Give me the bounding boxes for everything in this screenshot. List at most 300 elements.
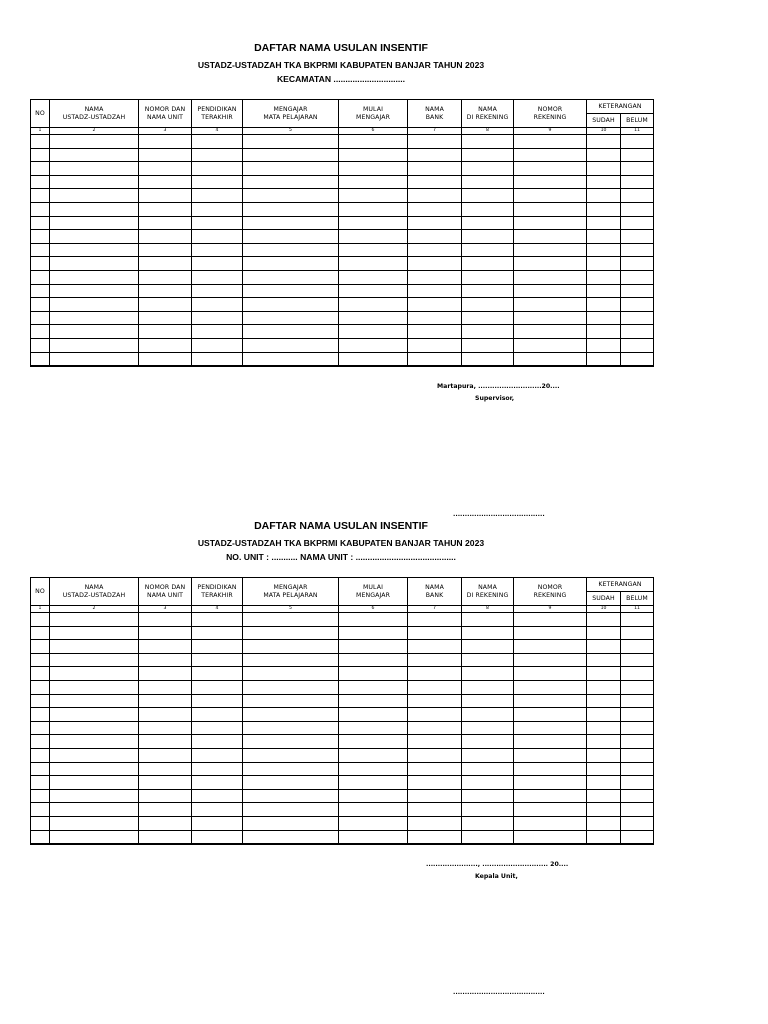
table-cell[interactable]	[621, 284, 654, 298]
table-cell[interactable]	[31, 216, 50, 230]
table-cell[interactable]	[243, 816, 339, 830]
table-cell[interactable]	[192, 708, 243, 722]
table-cell[interactable]	[243, 243, 339, 257]
table-cell[interactable]	[50, 325, 139, 339]
table-cell[interactable]	[621, 803, 654, 817]
table-cell[interactable]	[50, 653, 139, 667]
table-cell[interactable]	[31, 776, 50, 790]
table-cell[interactable]	[139, 216, 192, 230]
table-cell[interactable]	[621, 243, 654, 257]
table-cell[interactable]	[621, 640, 654, 654]
table-cell[interactable]	[31, 667, 50, 681]
table-cell[interactable]	[192, 613, 243, 627]
table-cell[interactable]	[243, 776, 339, 790]
table-cell[interactable]	[243, 762, 339, 776]
table-cell[interactable]	[50, 708, 139, 722]
table-cell[interactable]	[139, 816, 192, 830]
table-cell[interactable]	[139, 762, 192, 776]
table-cell[interactable]	[621, 735, 654, 749]
table-cell[interactable]	[139, 667, 192, 681]
table-cell[interactable]	[621, 162, 654, 176]
table-cell[interactable]	[621, 694, 654, 708]
table-cell[interactable]	[192, 189, 243, 203]
table-cell[interactable]	[50, 735, 139, 749]
table-cell[interactable]	[243, 708, 339, 722]
table-cell[interactable]	[514, 748, 587, 762]
table-cell[interactable]	[50, 721, 139, 735]
table-cell[interactable]	[243, 830, 339, 844]
table-cell[interactable]	[31, 789, 50, 803]
table-cell[interactable]	[139, 830, 192, 844]
table-cell[interactable]	[514, 243, 587, 257]
table-cell[interactable]	[192, 202, 243, 216]
table-cell[interactable]	[408, 694, 462, 708]
table-cell[interactable]	[50, 694, 139, 708]
table-cell[interactable]	[339, 338, 408, 352]
table-cell[interactable]	[50, 216, 139, 230]
table-cell[interactable]	[139, 776, 192, 790]
table-cell[interactable]	[243, 298, 339, 312]
table-cell[interactable]	[462, 667, 514, 681]
table-cell[interactable]	[408, 257, 462, 271]
table-cell[interactable]	[462, 352, 514, 366]
table-cell[interactable]	[192, 162, 243, 176]
table-cell[interactable]	[139, 653, 192, 667]
table-cell[interactable]	[192, 694, 243, 708]
table-cell[interactable]	[462, 311, 514, 325]
table-cell[interactable]	[139, 189, 192, 203]
table-cell[interactable]	[621, 748, 654, 762]
table-cell[interactable]	[50, 803, 139, 817]
table-cell[interactable]	[587, 325, 621, 339]
table-cell[interactable]	[192, 148, 243, 162]
table-cell[interactable]	[31, 311, 50, 325]
table-cell[interactable]	[514, 284, 587, 298]
table-cell[interactable]	[50, 148, 139, 162]
table-cell[interactable]	[192, 338, 243, 352]
table-cell[interactable]	[621, 148, 654, 162]
table-cell[interactable]	[139, 735, 192, 749]
table-cell[interactable]	[462, 640, 514, 654]
table-cell[interactable]	[587, 189, 621, 203]
table-cell[interactable]	[462, 270, 514, 284]
table-cell[interactable]	[192, 216, 243, 230]
table-cell[interactable]	[408, 626, 462, 640]
table-cell[interactable]	[514, 162, 587, 176]
table-cell[interactable]	[192, 776, 243, 790]
table-cell[interactable]	[514, 352, 587, 366]
table-cell[interactable]	[408, 175, 462, 189]
table-cell[interactable]	[192, 721, 243, 735]
table-cell[interactable]	[339, 243, 408, 257]
table-cell[interactable]	[514, 721, 587, 735]
table-cell[interactable]	[462, 257, 514, 271]
table-cell[interactable]	[621, 626, 654, 640]
table-cell[interactable]	[139, 148, 192, 162]
table-cell[interactable]	[243, 175, 339, 189]
table-cell[interactable]	[243, 284, 339, 298]
table-cell[interactable]	[31, 175, 50, 189]
table-cell[interactable]	[339, 270, 408, 284]
table-cell[interactable]	[514, 230, 587, 244]
table-cell[interactable]	[408, 298, 462, 312]
table-cell[interactable]	[339, 653, 408, 667]
table-cell[interactable]	[621, 338, 654, 352]
table-cell[interactable]	[339, 830, 408, 844]
table-cell[interactable]	[587, 694, 621, 708]
table-cell[interactable]	[339, 352, 408, 366]
table-cell[interactable]	[408, 748, 462, 762]
table-cell[interactable]	[50, 311, 139, 325]
table-cell[interactable]	[408, 284, 462, 298]
table-cell[interactable]	[462, 298, 514, 312]
table-cell[interactable]	[587, 748, 621, 762]
table-cell[interactable]	[514, 735, 587, 749]
table-cell[interactable]	[50, 789, 139, 803]
table-cell[interactable]	[339, 175, 408, 189]
table-cell[interactable]	[243, 338, 339, 352]
table-cell[interactable]	[50, 680, 139, 694]
table-cell[interactable]	[587, 667, 621, 681]
table-cell[interactable]	[192, 626, 243, 640]
table-cell[interactable]	[408, 189, 462, 203]
table-cell[interactable]	[587, 135, 621, 149]
table-cell[interactable]	[31, 257, 50, 271]
table-cell[interactable]	[192, 311, 243, 325]
table-cell[interactable]	[621, 613, 654, 627]
table-cell[interactable]	[139, 298, 192, 312]
table-cell[interactable]	[514, 667, 587, 681]
table-cell[interactable]	[243, 653, 339, 667]
table-cell[interactable]	[408, 776, 462, 790]
table-cell[interactable]	[192, 803, 243, 817]
table-cell[interactable]	[139, 311, 192, 325]
table-cell[interactable]	[50, 816, 139, 830]
table-cell[interactable]	[587, 653, 621, 667]
table-cell[interactable]	[587, 216, 621, 230]
table-cell[interactable]	[621, 721, 654, 735]
table-cell[interactable]	[50, 352, 139, 366]
table-cell[interactable]	[587, 230, 621, 244]
table-cell[interactable]	[514, 325, 587, 339]
table-cell[interactable]	[587, 311, 621, 325]
table-cell[interactable]	[139, 243, 192, 257]
table-cell[interactable]	[462, 148, 514, 162]
table-cell[interactable]	[462, 776, 514, 790]
table-cell[interactable]	[621, 202, 654, 216]
table-cell[interactable]	[192, 230, 243, 244]
table-cell[interactable]	[621, 762, 654, 776]
table-cell[interactable]	[408, 816, 462, 830]
table-cell[interactable]	[139, 626, 192, 640]
table-cell[interactable]	[50, 243, 139, 257]
table-cell[interactable]	[462, 721, 514, 735]
table-cell[interactable]	[339, 230, 408, 244]
table-cell[interactable]	[514, 762, 587, 776]
table-cell[interactable]	[31, 270, 50, 284]
table-cell[interactable]	[50, 338, 139, 352]
table-cell[interactable]	[50, 202, 139, 216]
table-cell[interactable]	[408, 162, 462, 176]
table-cell[interactable]	[587, 243, 621, 257]
table-cell[interactable]	[139, 352, 192, 366]
table-cell[interactable]	[243, 694, 339, 708]
table-cell[interactable]	[339, 803, 408, 817]
table-cell[interactable]	[462, 748, 514, 762]
table-cell[interactable]	[621, 653, 654, 667]
table-cell[interactable]	[587, 680, 621, 694]
table-cell[interactable]	[50, 748, 139, 762]
table-cell[interactable]	[50, 640, 139, 654]
table-cell[interactable]	[243, 803, 339, 817]
table-cell[interactable]	[139, 162, 192, 176]
table-cell[interactable]	[514, 708, 587, 722]
table-cell[interactable]	[621, 189, 654, 203]
table-cell[interactable]	[31, 640, 50, 654]
table-cell[interactable]	[587, 721, 621, 735]
table-cell[interactable]	[408, 216, 462, 230]
table-cell[interactable]	[31, 626, 50, 640]
table-cell[interactable]	[587, 626, 621, 640]
table-cell[interactable]	[139, 175, 192, 189]
table-cell[interactable]	[31, 748, 50, 762]
table-cell[interactable]	[31, 680, 50, 694]
table-cell[interactable]	[243, 189, 339, 203]
table-cell[interactable]	[621, 325, 654, 339]
table-cell[interactable]	[31, 325, 50, 339]
table-cell[interactable]	[243, 148, 339, 162]
table-cell[interactable]	[243, 257, 339, 271]
table-cell[interactable]	[31, 284, 50, 298]
table-cell[interactable]	[192, 830, 243, 844]
table-cell[interactable]	[339, 202, 408, 216]
table-cell[interactable]	[462, 680, 514, 694]
table-cell[interactable]	[339, 708, 408, 722]
table-cell[interactable]	[31, 816, 50, 830]
table-cell[interactable]	[514, 216, 587, 230]
table-cell[interactable]	[243, 789, 339, 803]
table-cell[interactable]	[514, 338, 587, 352]
table-cell[interactable]	[621, 352, 654, 366]
table-cell[interactable]	[462, 175, 514, 189]
table-cell[interactable]	[408, 243, 462, 257]
table-cell[interactable]	[192, 748, 243, 762]
table-cell[interactable]	[621, 708, 654, 722]
table-cell[interactable]	[192, 667, 243, 681]
table-cell[interactable]	[192, 270, 243, 284]
table-cell[interactable]	[139, 721, 192, 735]
table-cell[interactable]	[139, 135, 192, 149]
table-cell[interactable]	[587, 270, 621, 284]
table-cell[interactable]	[339, 776, 408, 790]
table-cell[interactable]	[462, 135, 514, 149]
table-cell[interactable]	[514, 257, 587, 271]
table-cell[interactable]	[139, 748, 192, 762]
table-cell[interactable]	[587, 298, 621, 312]
table-cell[interactable]	[50, 257, 139, 271]
table-cell[interactable]	[514, 803, 587, 817]
table-cell[interactable]	[31, 230, 50, 244]
table-cell[interactable]	[31, 202, 50, 216]
table-cell[interactable]	[408, 270, 462, 284]
table-cell[interactable]	[621, 667, 654, 681]
table-cell[interactable]	[31, 338, 50, 352]
table-cell[interactable]	[139, 613, 192, 627]
table-cell[interactable]	[243, 270, 339, 284]
table-cell[interactable]	[339, 735, 408, 749]
table-cell[interactable]	[192, 135, 243, 149]
table-cell[interactable]	[192, 257, 243, 271]
table-cell[interactable]	[243, 162, 339, 176]
table-cell[interactable]	[408, 789, 462, 803]
table-cell[interactable]	[408, 762, 462, 776]
table-cell[interactable]	[462, 626, 514, 640]
table-cell[interactable]	[243, 667, 339, 681]
table-cell[interactable]	[243, 135, 339, 149]
table-cell[interactable]	[243, 613, 339, 627]
table-cell[interactable]	[587, 789, 621, 803]
table-cell[interactable]	[587, 613, 621, 627]
table-cell[interactable]	[139, 338, 192, 352]
table-cell[interactable]	[514, 298, 587, 312]
table-cell[interactable]	[50, 776, 139, 790]
table-cell[interactable]	[462, 816, 514, 830]
table-cell[interactable]	[462, 694, 514, 708]
table-cell[interactable]	[192, 640, 243, 654]
table-cell[interactable]	[31, 298, 50, 312]
table-cell[interactable]	[192, 352, 243, 366]
table-cell[interactable]	[31, 653, 50, 667]
table-cell[interactable]	[587, 284, 621, 298]
table-cell[interactable]	[408, 667, 462, 681]
table-cell[interactable]	[408, 613, 462, 627]
table-cell[interactable]	[50, 830, 139, 844]
table-cell[interactable]	[587, 175, 621, 189]
table-cell[interactable]	[408, 202, 462, 216]
table-cell[interactable]	[408, 803, 462, 817]
table-cell[interactable]	[31, 735, 50, 749]
table-cell[interactable]	[462, 189, 514, 203]
table-cell[interactable]	[243, 216, 339, 230]
table-cell[interactable]	[587, 640, 621, 654]
table-cell[interactable]	[31, 613, 50, 627]
table-cell[interactable]	[587, 148, 621, 162]
table-cell[interactable]	[408, 135, 462, 149]
table-cell[interactable]	[139, 789, 192, 803]
table-cell[interactable]	[31, 162, 50, 176]
table-cell[interactable]	[139, 680, 192, 694]
table-cell[interactable]	[621, 230, 654, 244]
table-cell[interactable]	[339, 135, 408, 149]
table-cell[interactable]	[139, 270, 192, 284]
table-cell[interactable]	[339, 216, 408, 230]
table-cell[interactable]	[31, 352, 50, 366]
table-cell[interactable]	[339, 311, 408, 325]
table-cell[interactable]	[192, 284, 243, 298]
table-cell[interactable]	[462, 338, 514, 352]
table-cell[interactable]	[339, 325, 408, 339]
table-cell[interactable]	[339, 298, 408, 312]
table-cell[interactable]	[339, 626, 408, 640]
table-cell[interactable]	[462, 162, 514, 176]
table-cell[interactable]	[587, 257, 621, 271]
table-cell[interactable]	[462, 284, 514, 298]
table-cell[interactable]	[408, 148, 462, 162]
table-cell[interactable]	[50, 270, 139, 284]
table-cell[interactable]	[31, 189, 50, 203]
table-cell[interactable]	[139, 202, 192, 216]
table-cell[interactable]	[192, 680, 243, 694]
table-cell[interactable]	[139, 230, 192, 244]
table-cell[interactable]	[514, 789, 587, 803]
table-cell[interactable]	[587, 708, 621, 722]
table-cell[interactable]	[587, 338, 621, 352]
table-cell[interactable]	[339, 816, 408, 830]
table-cell[interactable]	[339, 680, 408, 694]
table-cell[interactable]	[339, 613, 408, 627]
table-cell[interactable]	[339, 748, 408, 762]
table-cell[interactable]	[243, 352, 339, 366]
table-cell[interactable]	[31, 135, 50, 149]
table-cell[interactable]	[31, 694, 50, 708]
table-cell[interactable]	[139, 325, 192, 339]
table-cell[interactable]	[621, 830, 654, 844]
table-cell[interactable]	[462, 613, 514, 627]
table-cell[interactable]	[514, 135, 587, 149]
table-cell[interactable]	[31, 148, 50, 162]
table-cell[interactable]	[462, 762, 514, 776]
table-cell[interactable]	[408, 735, 462, 749]
table-cell[interactable]	[621, 298, 654, 312]
table-cell[interactable]	[462, 230, 514, 244]
table-cell[interactable]	[514, 613, 587, 627]
table-cell[interactable]	[587, 735, 621, 749]
table-cell[interactable]	[462, 789, 514, 803]
table-cell[interactable]	[408, 230, 462, 244]
table-cell[interactable]	[31, 708, 50, 722]
table-cell[interactable]	[462, 202, 514, 216]
table-cell[interactable]	[243, 721, 339, 735]
table-cell[interactable]	[339, 162, 408, 176]
table-cell[interactable]	[514, 653, 587, 667]
table-cell[interactable]	[462, 325, 514, 339]
table-cell[interactable]	[408, 680, 462, 694]
table-cell[interactable]	[139, 640, 192, 654]
table-cell[interactable]	[50, 284, 139, 298]
table-cell[interactable]	[621, 680, 654, 694]
table-cell[interactable]	[139, 803, 192, 817]
table-cell[interactable]	[192, 325, 243, 339]
table-cell[interactable]	[587, 776, 621, 790]
table-cell[interactable]	[408, 325, 462, 339]
table-cell[interactable]	[621, 311, 654, 325]
table-cell[interactable]	[408, 830, 462, 844]
table-cell[interactable]	[243, 325, 339, 339]
table-cell[interactable]	[408, 352, 462, 366]
table-cell[interactable]	[339, 789, 408, 803]
table-cell[interactable]	[139, 284, 192, 298]
table-cell[interactable]	[50, 762, 139, 776]
table-cell[interactable]	[514, 311, 587, 325]
table-cell[interactable]	[243, 230, 339, 244]
table-cell[interactable]	[50, 162, 139, 176]
table-cell[interactable]	[50, 613, 139, 627]
table-cell[interactable]	[139, 694, 192, 708]
table-cell[interactable]	[621, 789, 654, 803]
table-cell[interactable]	[462, 803, 514, 817]
table-cell[interactable]	[339, 667, 408, 681]
table-cell[interactable]	[192, 653, 243, 667]
